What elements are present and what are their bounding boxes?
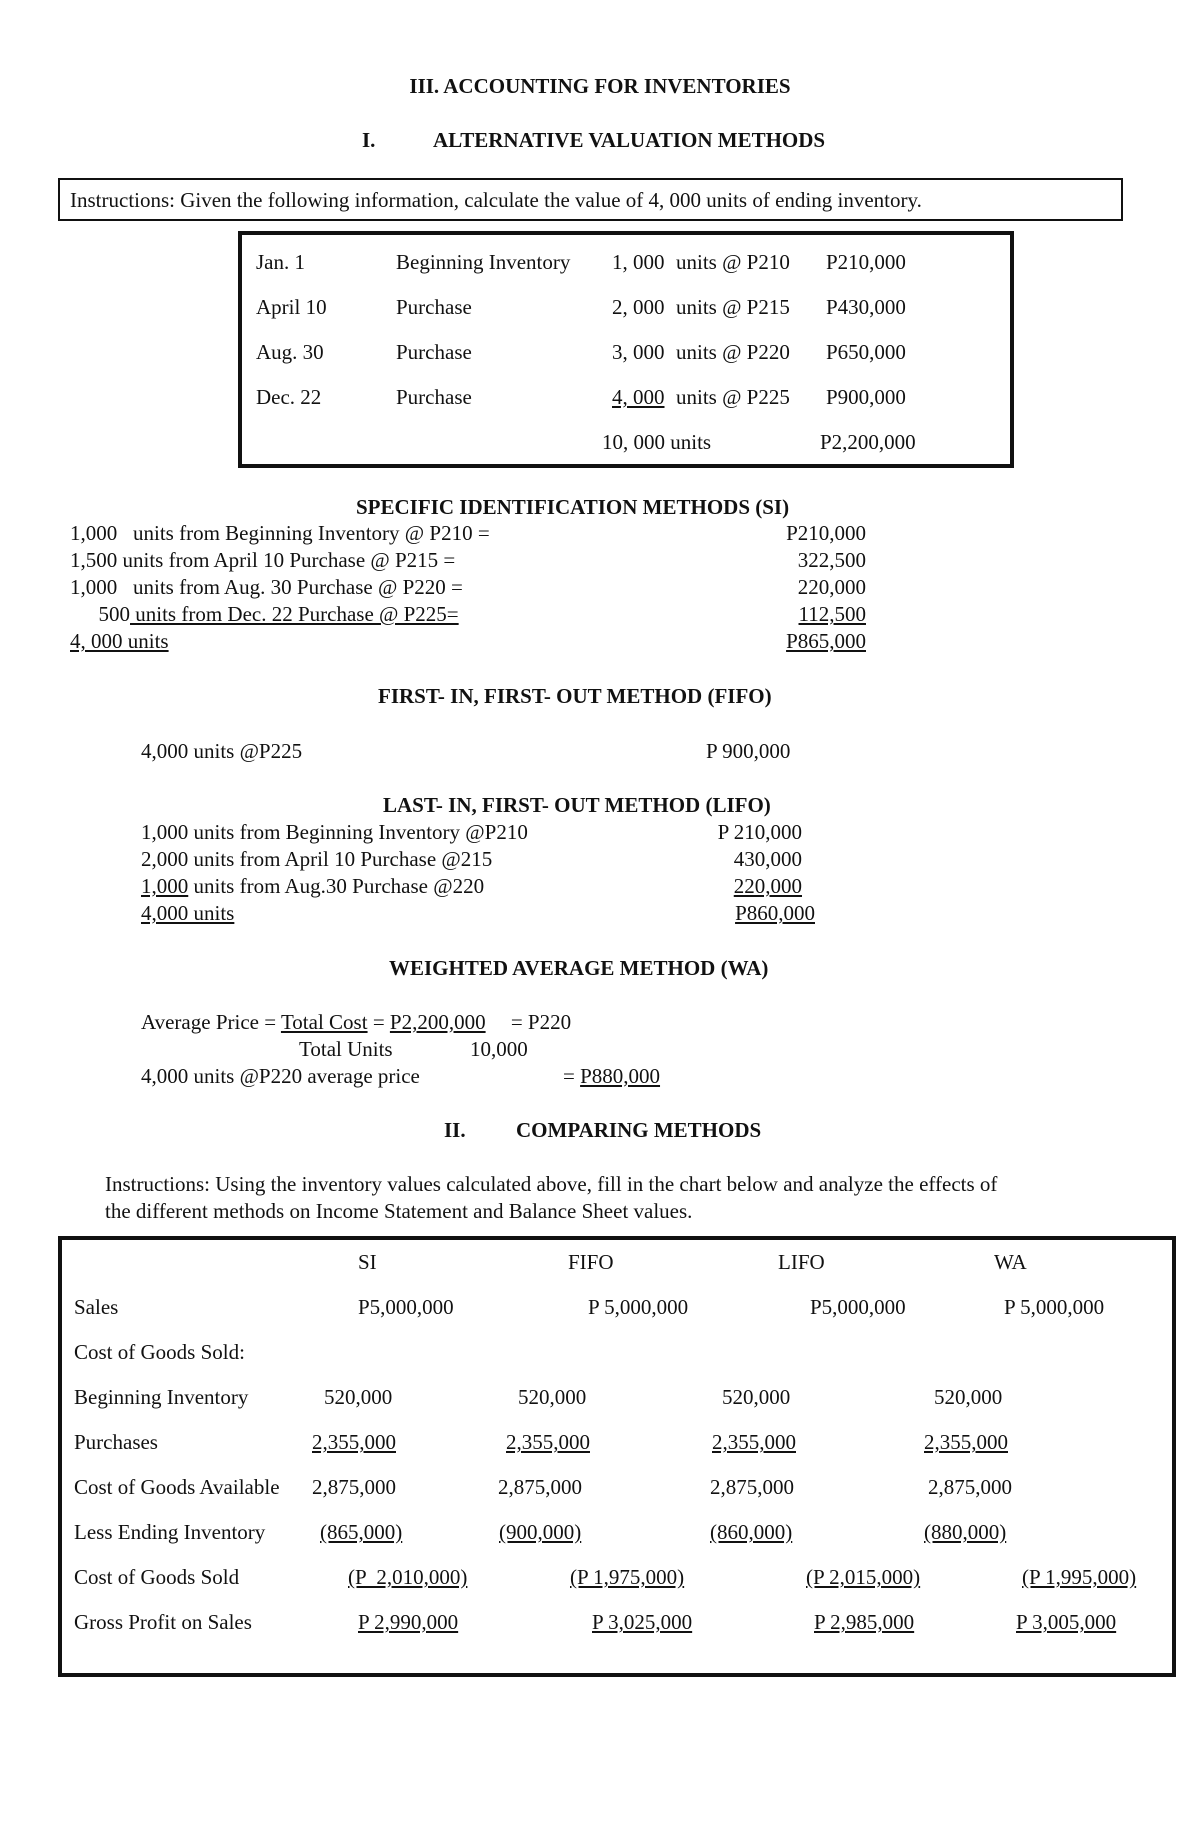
row-label: Sales <box>74 1295 119 1319</box>
lifo-qty: 1,000 <box>141 874 189 898</box>
cell-fifo: (P 1,975,000) <box>570 1565 685 1589</box>
lifo-value: 430,000 <box>733 847 802 871</box>
cell-wa: 2,875,000 <box>928 1475 1012 1499</box>
info-cost: P430,000 <box>826 295 906 319</box>
si-value: 322,500 <box>797 548 866 572</box>
info-price: units @ P215 <box>676 295 790 319</box>
si-qty: 500 <box>98 602 130 626</box>
wa-den-value: 10,000 <box>470 1037 528 1061</box>
wa-final <box>563 1066 660 1087</box>
cell-lifo: P5,000,000 <box>810 1295 906 1319</box>
cell-si: P5,000,000 <box>358 1295 454 1319</box>
cell-wa: 2,355,000 <box>924 1430 1008 1454</box>
row-label: Cost of Goods Sold <box>74 1565 240 1589</box>
info-desc: Purchase <box>396 340 472 364</box>
info-total-units: 10, 000 units <box>602 430 712 454</box>
wa-numerator: Total Cost <box>280 1010 368 1034</box>
si-label-rest: units from Dec. 22 Purchase @ P225= <box>130 602 459 626</box>
cell-fifo: 2,875,000 <box>498 1475 582 1499</box>
wa-final-value: P880,000 <box>580 1064 661 1088</box>
fifo-label: 4,000 units @P225 <box>141 739 303 763</box>
si-value: 112,500 <box>798 602 866 626</box>
info-price: units @ P220 <box>676 340 790 364</box>
si-label <box>70 604 459 625</box>
si-value: 220,000 <box>797 575 866 599</box>
wa-final-label: 4,000 units @P220 average price <box>141 1064 420 1088</box>
wa-formula <box>141 1012 571 1033</box>
cell-wa: P 3,005,000 <box>1016 1610 1117 1634</box>
cell-lifo: 520,000 <box>722 1385 791 1409</box>
cell-si: 2,875,000 <box>312 1475 396 1499</box>
comparison-chart <box>58 1236 1176 1677</box>
wa-num-value: P2,200,000 <box>389 1010 486 1034</box>
section-1-number: I. <box>362 128 376 152</box>
si-heading: SPECIFIC IDENTIFICATION METHODS (SI) <box>356 495 790 519</box>
info-desc: Beginning Inventory <box>396 250 571 274</box>
wa-eq1: = <box>367 1010 390 1034</box>
info-units: 1, 000 <box>612 250 665 274</box>
wa-eq2: = P220 <box>505 1010 572 1034</box>
cell-lifo: (P 2,015,000) <box>806 1565 921 1589</box>
info-units: 2, 000 <box>612 295 665 319</box>
cell-si: 2,355,000 <box>312 1430 396 1454</box>
section-2-number: II. <box>444 1118 466 1142</box>
instructions-text: Instructions: Given the following information, calculate the value of 4, 000 units of ending inventory. <box>70 188 922 212</box>
lifo-heading: LAST- IN, FIRST- OUT METHOD (LIFO) <box>383 793 771 817</box>
info-cost: P900,000 <box>826 385 906 409</box>
wa-denominator: Total Units <box>299 1037 393 1061</box>
row-label: Cost of Goods Sold: <box>74 1340 245 1364</box>
si-label: 1,500 units from April 10 Purchase @ P215 = <box>70 548 456 572</box>
cell-wa: 520,000 <box>934 1385 1003 1409</box>
cell-lifo: P 2,985,000 <box>814 1610 915 1634</box>
info-date: Dec. 22 <box>256 385 322 409</box>
info-desc: Purchase <box>396 295 472 319</box>
row-label: Beginning Inventory <box>74 1385 249 1409</box>
si-label: 1,000 units from Beginning Inventory @ P210 = <box>70 521 490 545</box>
lifo-value: P 210,000 <box>717 820 802 844</box>
header-fifo: FIFO <box>568 1250 614 1274</box>
si-value: P210,000 <box>786 521 866 545</box>
row-label: Cost of Goods Available <box>74 1475 280 1499</box>
header-lifo: LIFO <box>778 1250 825 1274</box>
row-label: Purchases <box>74 1430 158 1454</box>
info-date: Jan. 1 <box>256 250 305 274</box>
info-price: units @ P225 <box>676 385 790 409</box>
cell-fifo: P 5,000,000 <box>588 1295 689 1319</box>
cell-si: (P 2,010,000) <box>348 1565 468 1589</box>
cell-wa: (P 1,995,000) <box>1022 1565 1137 1589</box>
lifo-total-label: 4,000 units <box>141 901 235 925</box>
info-date: Aug. 30 <box>256 340 324 364</box>
cell-lifo: 2,875,000 <box>710 1475 794 1499</box>
info-units: 3, 000 <box>612 340 665 364</box>
row-label: Less Ending Inventory <box>74 1520 266 1544</box>
si-total-value: P865,000 <box>786 629 866 653</box>
header-si: SI <box>358 1250 377 1274</box>
inventory-info-box <box>238 231 1014 468</box>
info-cost: P650,000 <box>826 340 906 364</box>
instructions-box <box>58 178 1123 221</box>
info-price: units @ P210 <box>676 250 790 274</box>
cell-wa: P 5,000,000 <box>1004 1295 1105 1319</box>
cell-lifo: 2,355,000 <box>712 1430 796 1454</box>
info-cost: P210,000 <box>826 250 906 274</box>
section-2-title: COMPARING METHODS <box>516 1118 762 1142</box>
si-total-label: 4, 000 units <box>70 629 169 653</box>
cell-si: 520,000 <box>324 1385 393 1409</box>
wa-final-eq: = <box>563 1064 581 1088</box>
cell-lifo: (860,000) <box>710 1520 793 1544</box>
cell-fifo: 520,000 <box>518 1385 587 1409</box>
info-date: April 10 <box>256 295 327 319</box>
instructions-2-line-2: the different methods on Income Statement and Balance Sheet values. <box>105 1199 693 1223</box>
header-wa: WA <box>994 1250 1027 1274</box>
cell-si: P 2,990,000 <box>358 1610 459 1634</box>
info-desc: Purchase <box>396 385 472 409</box>
row-label: Gross Profit on Sales <box>74 1610 252 1634</box>
lifo-value: 220,000 <box>733 874 802 898</box>
info-units: 4, 000 <box>612 385 665 409</box>
lifo-total-value: P860,000 <box>735 901 815 925</box>
lifo-label: 2,000 units from April 10 Purchase @215 <box>141 847 493 871</box>
wa-avg-label: Average Price = <box>141 1010 281 1034</box>
page-title: III. ACCOUNTING FOR INVENTORIES <box>409 74 791 98</box>
cell-fifo: 2,355,000 <box>506 1430 590 1454</box>
wa-heading: WEIGHTED AVERAGE METHOD (WA) <box>389 956 769 980</box>
lifo-label-rest: units from Aug.30 Purchase @220 <box>188 874 485 898</box>
fifo-heading: FIRST- IN, FIRST- OUT METHOD (FIFO) <box>378 684 772 708</box>
si-label: 1,000 units from Aug. 30 Purchase @ P220 = <box>70 575 463 599</box>
cell-fifo: P 3,025,000 <box>592 1610 693 1634</box>
info-total-cost: P2,200,000 <box>820 430 916 454</box>
lifo-label <box>141 876 484 897</box>
cell-fifo: (900,000) <box>499 1520 582 1544</box>
section-1-title: ALTERNATIVE VALUATION METHODS <box>433 128 826 152</box>
cell-wa: (880,000) <box>924 1520 1007 1544</box>
instructions-2-line-1: Instructions: Using the inventory values calculated above, fill in the chart below and analyze the effects of <box>105 1172 998 1196</box>
lifo-label: 1,000 units from Beginning Inventory @P210 <box>141 820 528 844</box>
fifo-value: P 900,000 <box>706 739 791 763</box>
cell-si: (865,000) <box>320 1520 403 1544</box>
